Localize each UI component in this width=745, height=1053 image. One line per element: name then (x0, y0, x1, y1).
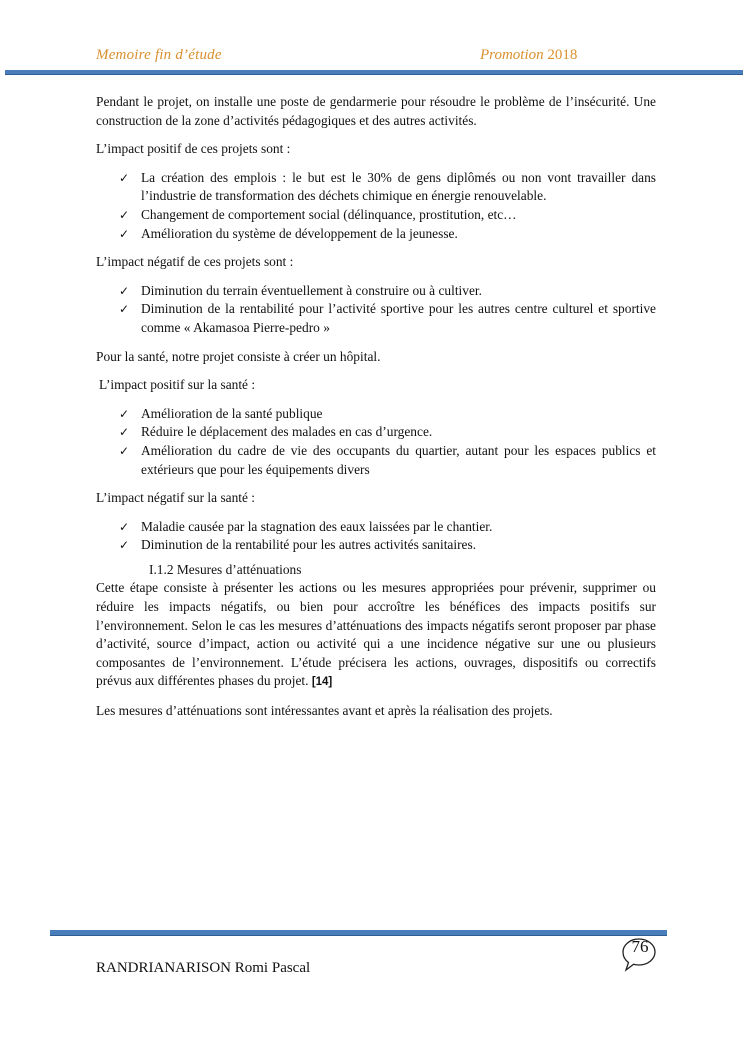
list-item-text: Amélioration du cadre de vie des occupants du quartier, autant pour les espaces publics et extérieurs que pour les équipements divers (141, 442, 656, 477)
positive-projects-label: L’impact positif de ces projets sont : (96, 141, 291, 157)
health-intro-paragraph: Pour la santé, notre projet consiste à créer un hôpital. (96, 348, 381, 364)
list-item (119, 405, 656, 424)
list-item-text: La création des emplois : le but est le 30% de gens diplômés ou non vont travailler dans l’industrie de transformation des déchets chimique en énergie renouvelable. (141, 169, 656, 204)
section-heading: I.1.2 Mesures d’atténuations (149, 561, 302, 577)
check-icon: ✓ (119, 226, 130, 241)
list-item-text: Amélioration de la santé publique (141, 405, 323, 421)
intro-paragraph: Pendant le projet, on installe une poste de gendarmerie pour résoudre le problème de l’insécurité. Une construction de la zone d’activités pédagogiques et des autres activités. (96, 94, 656, 128)
page-number: 76 (631, 937, 649, 956)
check-icon: ✓ (119, 425, 130, 440)
list-item-text: Changement de comportement social (délinquance, prostitution, etc… (141, 206, 517, 222)
check-icon: ✓ (119, 519, 130, 534)
negative-health-label: L’impact négatif sur la santé : (96, 490, 256, 506)
citation: [14] (311, 676, 333, 689)
list-item-text: Réduire le déplacement des malades en cas d’urgence. (141, 424, 433, 440)
author-name: RANDRIANARISON Romi Pascal (96, 960, 311, 976)
positive-health-list (96, 405, 656, 479)
list-item-text: Diminution de la rentabilité pour les autres activités sanitaires. (141, 537, 477, 553)
check-icon: ✓ (119, 406, 130, 421)
list-item (119, 206, 656, 225)
list-item (119, 442, 656, 479)
header-promotion (480, 47, 577, 64)
check-icon: ✓ (119, 443, 130, 458)
section-paragraph (96, 579, 656, 692)
negative-health-list (96, 518, 656, 555)
list-item-text: Diminution de la rentabilité pour l’activité sportive pour les autres centre culturel et sportive comme « Akamasoa Pierre-pedro » (141, 301, 656, 335)
list-item-text: Diminution du terrain éventuellement à construire ou à cultiver. (141, 282, 482, 298)
page-content (96, 93, 656, 731)
list-item-text: Amélioration du système de développement de la jeunesse. (141, 225, 458, 241)
list-item (119, 300, 656, 337)
list-item (119, 225, 656, 244)
negative-projects-label: L’impact négatif de ces projets sont : (96, 254, 294, 270)
list-item (119, 169, 656, 206)
list-item (119, 423, 656, 442)
check-icon: ✓ (119, 207, 130, 222)
closing-paragraph: Les mesures d’atténuations sont intéressantes avant et après la réalisation des projets. (96, 703, 553, 719)
list-item (119, 282, 656, 301)
positive-projects-list (96, 169, 656, 243)
list-item-text: Maladie causée par la stagnation des eaux laissées par le chantier. (141, 518, 493, 534)
header-rule (5, 70, 743, 75)
section-paragraph-text: Cette étape consiste à présenter les actions ou les mesures appropriées pour prévenir, supprimer ou réduire les impacts négatifs, ou bien pour accroître les bénéfices des impacts positifs sur l’environnement. Selon le cas les mesures d’atténuations des impacts négatifs seront proposer par phase d’activité, source d’impact, action ou activité qui a une incidence négative sur une ou plusieurs composantes de l’environnement. L’étude précisera les actions, ouvrages, dispositifs ou correctifs prévus aux différentes phases du projet. (96, 580, 656, 689)
check-icon: ✓ (119, 538, 130, 553)
footer-rule (50, 930, 667, 936)
check-icon: ✓ (119, 283, 130, 298)
header-title: Memoire fin d’étude (96, 47, 222, 63)
header-promotion-label: Promotion (480, 47, 544, 63)
list-item (119, 536, 656, 555)
header-promotion-year: 2018 (547, 47, 578, 63)
positive-health-label: L’impact positif sur la santé : (99, 377, 256, 393)
check-icon: ✓ (119, 170, 130, 185)
negative-projects-list (96, 282, 656, 338)
list-item (119, 518, 656, 537)
check-icon: ✓ (119, 302, 130, 317)
